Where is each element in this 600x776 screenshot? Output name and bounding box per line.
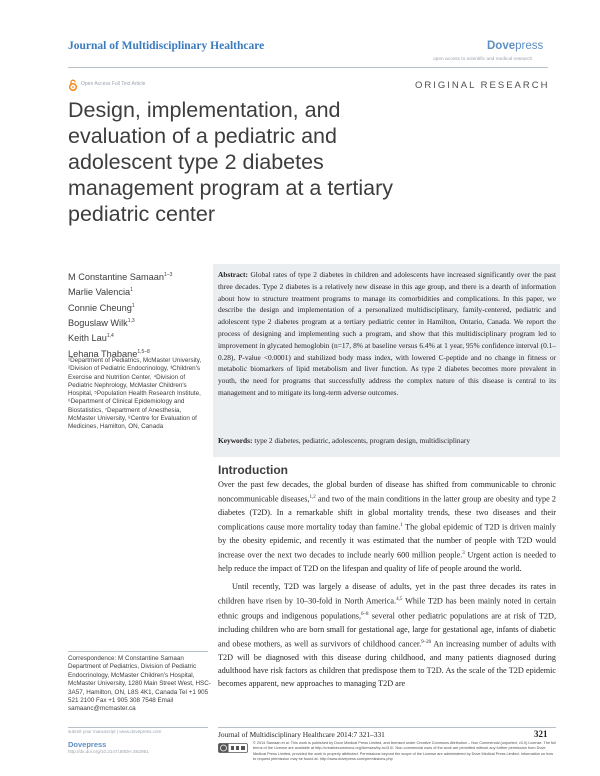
footer-divider xyxy=(68,727,208,728)
footer-divider xyxy=(218,727,556,728)
header-divider xyxy=(68,67,548,68)
abstract-label: Abstract: xyxy=(218,270,248,279)
publisher-logo xyxy=(487,40,543,52)
text-run: An increasing number of adults with T2D will be diagnosed with this disease during childhood, and many patients diagnosed during adulthood have risk factors as children that predispose them to T2D. As the scale of the T2D epidemic becomes apparent, new approaches to managing T2D are xyxy=(218,639,556,688)
author-affiliation: 1 xyxy=(130,287,133,294)
text-run: Over the past few decades, the global burden of disease has shifted from communicable to chronic noncommunicable diseases, xyxy=(218,480,556,504)
citation: 6–8 xyxy=(361,611,369,617)
publisher-tagline: open access to scientific and medical research xyxy=(433,57,533,62)
author xyxy=(68,269,172,284)
author xyxy=(68,315,172,330)
citation: 1,2 xyxy=(309,495,316,501)
correspondence-divider xyxy=(68,651,208,652)
text-run: Urgent action is needed to help reduce the impact of T2D on the lifespan and quality of life of people around the world. xyxy=(218,550,556,573)
text-run: Until recently, T2D was largely a disease of adults, yet in the past three decades its rates in children have risen by 10–30-fold in North America. xyxy=(218,581,556,606)
author xyxy=(68,330,172,345)
citation: 3 xyxy=(462,550,465,556)
author-name: Marlie Valencia xyxy=(68,287,131,298)
body-text xyxy=(218,478,556,690)
article-type: ORIGINAL RESEARCH xyxy=(415,80,550,91)
text-run: The global epidemic of T2D is driven mainly by the obesity epidemic, and recently it was estimated that the number of people with T2D would increase over the next two decades to include nearly 600 million people. xyxy=(218,522,556,560)
abstract-text: Global rates of type 2 diabetes in children and adolescents have increased significantly over the past three decades. Type 2 diabetes is a relatively new disease in this age group, and there is a dearth of information about how to structure treatment programs to manage its comorbidities and complications. In this paper, we describe the design and implementation of a personalized multidisciplinary, family-centered, pediatric and adolescent type 2 diabetes program at a tertiary pediatric center in Hamilton, Ontario, Canada. We report the process of designing and implementing such a program, and show that this multidisciplinary program led to improvement in glycated hemoglobin (n=17, 8% at baseline versus 6.4% at 1 year, 95% confidence interval (0.1–0.28), P-value <0.0001) and stabilized body mass index, with lowered C-peptide and no change in fitness or metabolic biomarkers of lipid metabolism and liver function. As type 2 diabetes becomes more prevalent in youth, the need for programs that successfully address the complex nature of this disease is central to its management and to mitigate its long-term adverse outcomes. xyxy=(218,270,556,397)
affiliations: ¹Department of Pediatrics, McMaster University, ²Division of Pediatric Endocrinology, ³Children's Exercise and Nutrition Center, ⁴Division of Pediatric Nephrology, McMaster Children's Hospital, ⁵Population Health Research Institute, ⁶Department of Clinical Epidemiology and Biostatistics, ⁷Department of Anesthesia, McMaster University, ⁸Centre for Evaluation of Medicines, Hamilton, ON, Canada xyxy=(68,357,202,431)
author-name: Lehana Thabane xyxy=(68,348,138,359)
journal-name: Journal of Multidisciplinary Healthcare xyxy=(68,40,265,52)
author xyxy=(68,284,172,299)
author-affiliation: 1 xyxy=(131,302,135,309)
license-text: © 2014 Samaan et al. This work is published by Dove Medical Press Limited, and licensed under Creative Commons Attribution – Non Commercial (unported, v3.0) License. The full terms of the License are available at http://creativecommons.org/licenses/by-nc/3.0/. Non-commercial uses of the work are permitted without any further permission from Dove Medical Press Limited, provided the work is properly attributed. Permissions beyond the scope of the License are administered by Dove Medical Press Limited. Information on how to request permission may be found at: http://www.dovepress.com/permissions.php xyxy=(253,741,556,762)
page-number: 321 xyxy=(534,729,548,739)
author-affiliation: 1,4 xyxy=(106,333,114,340)
paragraph xyxy=(218,580,556,690)
author-list xyxy=(68,269,172,361)
keywords-text: type 2 diabetes, pediatric, adolescents, program design, multidisciplinary xyxy=(254,436,471,445)
correspondence: Correspondence: M Constantine Samaan Department of Pediatrics, Division of Pediatric Endocrinology, McMaster Children's Hospital, McMaster University, 1280 Main Street West, HSC-3A57, Hamilton, ON, L8S 4K1, Canada Tel +1 905 521 2100 Fax +1 905 308 7548 Email samaanc@mcmaster.ca xyxy=(68,655,211,713)
creative-commons-icon xyxy=(218,743,248,753)
submit-link[interactable]: submit your manuscript | www.dovepress.com xyxy=(68,729,162,734)
citation: 1 xyxy=(400,523,403,529)
citation: 4,5 xyxy=(396,596,403,602)
paragraph xyxy=(218,478,556,575)
author-name: Boguslaw Wilk xyxy=(68,318,128,329)
footer-logo: Dovepress xyxy=(68,740,107,749)
author-affiliation: 1,5–8 xyxy=(137,348,150,355)
doi-link[interactable]: http://dx.doi.org/10.2147/JMDH.S62961 xyxy=(68,749,149,754)
author-affiliation: 1,3 xyxy=(127,318,135,325)
abstract xyxy=(218,269,556,399)
open-access-label: Open Access Full Text Article xyxy=(81,81,146,87)
publisher-suffix: press xyxy=(515,40,544,52)
citation-line: Journal of Multidisciplinary Healthcare 2014:7 321–331 xyxy=(218,730,385,739)
author xyxy=(68,300,172,315)
author-name: Connie Cheung xyxy=(68,302,132,313)
text-run: and two of the main conditions in the latter group are obesity and type 2 diabetes (T2D). In a remarkable shift in global mortality trends, these two diseases and their complications cause more mortality today than famine. xyxy=(218,494,556,532)
article-title: Design, implementation, and evaluation of a pediatric and adolescent type 2 diabetes management program at a tertiary pediatric center xyxy=(68,98,394,226)
text-run: several other pediatric populations are at risk of T2D, including children who are born small for gestational age, large for gestational age, infants of diabetic and obese mothers, as well as survivors of childhood cancer. xyxy=(218,611,556,649)
text-run: While T2D has been mainly noted in certain ethnic groups and indigenous populations, xyxy=(218,596,556,621)
open-access-icon xyxy=(68,79,78,91)
publisher-name: Dove xyxy=(487,40,516,52)
section-heading: Introduction xyxy=(218,463,288,477)
author-affiliation: 1–3 xyxy=(164,272,173,278)
author-name: M Constantine Samaan xyxy=(68,272,165,283)
keywords-label: Keywords: xyxy=(218,436,253,445)
keywords xyxy=(218,435,556,447)
author-name: Keith Lau xyxy=(68,333,107,344)
citation: 9–20 xyxy=(421,639,432,645)
